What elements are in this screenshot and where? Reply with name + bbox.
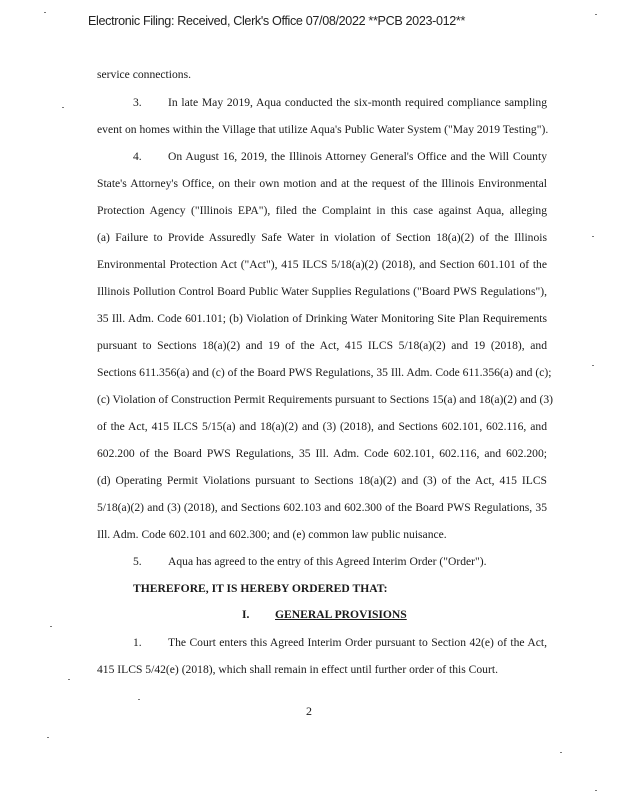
paragraph-4-line-2: State's Attorney's Office, on their own motion and at the request of the Illinois Environmental: [97, 177, 547, 190]
section-title: GENERAL PROVISIONS: [275, 608, 407, 621]
paragraph-4-number: 4.: [133, 150, 142, 163]
paragraph-1-number: 1.: [133, 636, 142, 649]
paragraph-4-line-14: 5/18(a)(2) and (3) (2018), and Sections 602.103 and 602.300 of the Board PWS Regulations, 35: [97, 501, 547, 514]
scan-speck: [47, 737, 49, 738]
scan-speck: [138, 699, 140, 700]
paragraph-4-line-1: On August 16, 2019, the Illinois Attorney General's Office and the Will County: [168, 150, 547, 163]
paragraph-3-line-1: In late May 2019, Aqua conducted the six-month required compliance sampling: [168, 96, 547, 109]
paragraph-4-line-12: 602.200 of the Board PWS Regulations, 35 Ill. Adm. Code 602.101, 602.116, and 602.200;: [97, 447, 547, 460]
paragraph-1-line-1: The Court enters this Agreed Interim Order pursuant to Section 42(e) of the Act,: [168, 636, 547, 649]
scan-speck: [44, 12, 46, 13]
scan-speck: [68, 679, 70, 680]
continuation-text: service connections.: [97, 68, 192, 81]
paragraph-4-line-4: (a) Failure to Provide Assuredly Safe Water in violation of Section 18(a)(2) of the Illinois: [97, 231, 547, 244]
paragraph-4-line-3: Protection Agency ("Illinois EPA"), filed the Complaint in this case against Aqua, alleging: [97, 204, 547, 217]
paragraph-4-line-6: Illinois Pollution Control Board Public Water Supplies Regulations ("Board PWS Regulations"),: [97, 285, 547, 298]
paragraph-1-line-2: 415 ILCS 5/42(e) (2018), which shall remain in effect until further order of this Court.: [97, 663, 498, 676]
paragraph-3-line-2: event on homes within the Village that utilize Aqua's Public Water System ("May 2019 Testing").: [97, 123, 549, 136]
scan-speck: [595, 14, 597, 15]
scan-speck: [592, 365, 594, 366]
paragraph-4-line-5: Environmental Protection Act ("Act"), 415 ILCS 5/18(a)(2) (2018), and Section 601.101 of the: [97, 258, 547, 271]
page-number: 2: [306, 704, 312, 718]
scan-speck: [560, 752, 562, 753]
paragraph-4-line-7: 35 Ill. Adm. Code 601.101; (b) Violation of Drinking Water Monitoring Site Plan Requirements: [97, 312, 547, 325]
scan-speck: [50, 626, 52, 627]
paragraph-4-line-11: of the Act, 415 ILCS 5/15(a) and 18(a)(2) and (3) (2018), and Sections 602.101, 602.116, and: [97, 420, 547, 433]
scan-speck: [595, 790, 597, 791]
therefore-heading: THEREFORE, IT IS HEREBY ORDERED THAT:: [133, 582, 388, 595]
scan-speck: [592, 236, 594, 237]
paragraph-4-line-10: (c) Violation of Construction Permit Requirements pursuant to Sections 15(a) and 18(a)(2) and (3): [97, 393, 553, 406]
paragraph-5-text: Aqua has agreed to the entry of this Agreed Interim Order ("Order").: [168, 555, 487, 568]
paragraph-4-line-15: Ill. Adm. Code 602.101 and 602.300; and (e) common law public nuisance.: [97, 528, 447, 541]
paragraph-3-number: 3.: [133, 96, 142, 109]
paragraph-4-line-9: Sections 611.356(a) and (c) of the Board PWS Regulations, 35 Ill. Adm. Code 611.356(a) and (c);: [97, 366, 552, 379]
filing-stamp-header: Electronic Filing: Received, Clerk's Office 07/08/2022 **PCB 2023-012**: [88, 14, 466, 28]
scan-speck: [62, 107, 64, 108]
section-number: I.: [242, 608, 250, 621]
paragraph-5-number: 5.: [133, 555, 142, 568]
paragraph-4-line-13: (d) Operating Permit Violations pursuant to Sections 18(a)(2) and (3) of the Act, 415 ILCS: [97, 474, 547, 487]
paragraph-4-line-8: pursuant to Sections 18(a)(2) and 19 of the Act, 415 ILCS 5/18(a)(2) and 19 (2018), and: [97, 339, 547, 352]
